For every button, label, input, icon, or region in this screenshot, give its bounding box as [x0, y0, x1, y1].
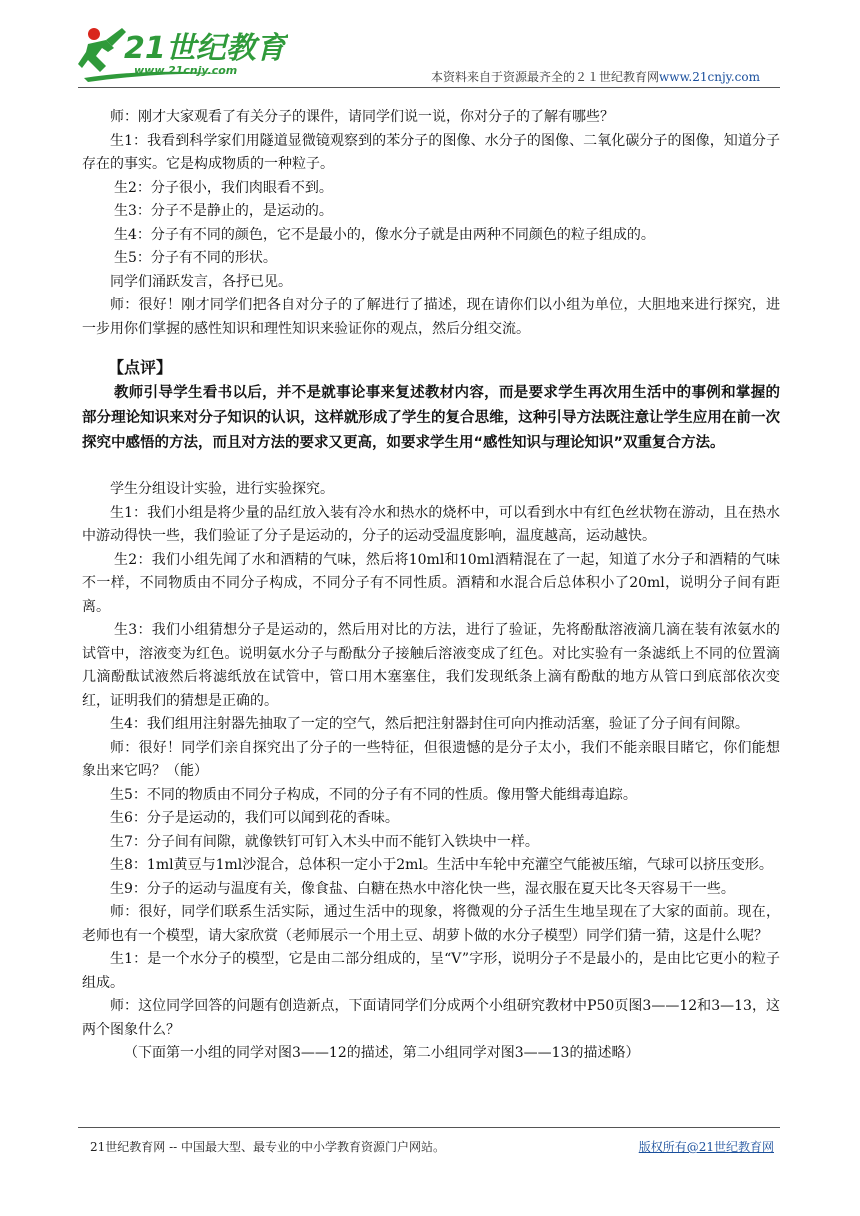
logo-url: www.21cnjy.com	[134, 64, 238, 77]
paragraph: 生3：我们小组猜想分子是运动的，然后用对比的方法，进行了验证，先将酚酞溶液滴几滴在装有浓氨水的试管中，溶液变为红色。说明氨水分子与酚酞分子接触后溶液变成了红色。对比实验有一条滤纸上不同的位置滴几滴酚酞试液然后将滤纸放在试管中，管口用木塞塞住，我们发现纸条上滴有酚酞的地方从管口到底部依次变红，证明我们的猜想是正确的。	[82, 622, 780, 709]
paragraph: 生2：我们小组先闻了水和酒精的气味，然后将10ml和10ml酒精混在了一起，知道了水分子和酒精的气味不一样，不同物质由不同分子构成，不同分子有不同性质。酒精和水混合后总体积小了20ml，说明分子间有距离。	[82, 551, 780, 615]
paragraph: 师：很好！刚才同学们把各自对分子的了解进行了描述，现在请你们以小组为单位，大胆地来进行探究，进一步用你们掌握的感性知识和理性知识来验证你的观点，然后分组交流。	[82, 297, 780, 337]
paragraph: 生5：不同的物质由不同分子构成，不同的分子有不同的性质。像用警犬能缉毒追踪。	[110, 786, 637, 803]
header-divider	[78, 87, 780, 88]
paragraph: 生6：分子是运动的，我们可以闻到花的香味。	[110, 810, 399, 826]
paragraph: 生9：分子的运动与温度有关，像食盐、白糖在热水中溶化快一些，湿衣服在夏天比冬天容易干一些。	[110, 880, 735, 897]
header-note-prefix: 本资料来自于资源最齐全的２１世纪教育网	[431, 70, 660, 84]
paragraph: 同学们涌跃发言，各抒已见。	[110, 273, 292, 290]
paragraph: 生1：是一个水分子的模型，它是由二部分组成的，呈“V”字形，说明分子不是最小的，是由比它更小的粒子组成。	[82, 951, 780, 991]
paragraph: 生4：分子有不同的颜色，它不是最小的，像水分子就是由两种不同颜色的粒子组成的。	[114, 226, 655, 243]
review-heading: 【点评】	[108, 358, 173, 377]
spacer	[82, 341, 780, 355]
logo-text: 21世纪教育	[124, 31, 286, 66]
paragraph: 生5：分子有不同的形状。	[114, 250, 277, 266]
header-source-note	[431, 68, 760, 85]
paragraph: 学生分组设计实验，进行实验探究。	[110, 481, 334, 497]
footer-copyright-link[interactable]: 版权所有@21世纪教育网	[638, 1140, 774, 1154]
site-logo[interactable]	[78, 22, 288, 86]
paragraph: 生8：1ml黄豆与1ml沙混合，总体积一定小于2ml。生活中车轮中充灌空气能被压缩，气球可以挤压变形。	[110, 857, 773, 873]
header-site-link[interactable]: www.21cnjy.com	[659, 70, 760, 84]
review-text: 教师引导学生看书以后，并不是就事论事来复述教材内容，而是要求学生再次用生活中的事例和掌握的部分理论知识来对分子知识的认识，这样就形成了学生的复合思维，这种引导方法既注意让学生应用在前一次探究中感悟的方法，而且对方法的要求又更高，如要求学生用“感性知识与理论知识”双重复合方法。	[82, 385, 780, 451]
document-body	[82, 106, 780, 1066]
paragraph: 师：很好！同学们亲自探究出了分子的一些特征，但很遗憾的是分子太小，我们不能亲眼目睹它，你们能想象出来它吗？（能）	[82, 739, 780, 779]
footer-slogan: 21世纪教育网 -- 中国最大型、最专业的中小学教育资源门户网站。	[90, 1140, 446, 1154]
paragraph: 师：刚才大家观看了有关分子的课件，请同学们说一说，你对分子的了解有哪些？	[110, 109, 614, 125]
paragraph: 师：这位同学回答的问题有创造新点，下面请同学们分成两个小组研究教材中P50页图3——12和3—13，这两个图象什么？	[82, 998, 780, 1038]
paragraph: 生7：分子间有间隙，就像铁钉可钉入木头中而不能钉入铁块中一样。	[110, 833, 539, 850]
paragraph: （下面第一小组的同学对图3——12的描述，第二小组同学对图3——13的描述略）	[124, 1045, 640, 1061]
paragraph: 生1：我们小组是将少量的品红放入装有冷水和热水的烧杯中，可以看到水中有红色丝状物在游动，且在热水中游动得快一些，我们验证了分子是运动的，分子的运动受温度影响，温度越高，运动越快。	[82, 504, 780, 544]
paragraph: 生1：我看到科学家们用隧道显微镜观察到的苯分子的图像、水分子的图像、二氧化碳分子的图像，知道分子存在的事实。它是构成物质的一种粒子。	[82, 132, 780, 172]
page-header	[0, 0, 860, 90]
footer-divider	[78, 1127, 780, 1128]
running-figure-logo-icon	[78, 22, 288, 86]
paragraph: 生4：我们组用注射器先抽取了一定的空气，然后把注射器封住可向内推动活塞，验证了分子间有间隙。	[110, 716, 749, 732]
paragraph: 生3：分子不是静止的，是运动的。	[114, 203, 333, 219]
paragraph: 生2：分子很小，我们肉眼看不到。	[114, 179, 333, 196]
spacer	[82, 456, 780, 478]
paragraph: 师：很好，同学们联系生活实际，通过生活中的现象，将微观的分子活生生地呈现在了大家的面前。现在，老师也有一个模型，请大家欣赏（老师展示一个用土豆、胡萝卜做的水分子模型）同学们猜一猜，这是什么呢？	[82, 904, 780, 944]
